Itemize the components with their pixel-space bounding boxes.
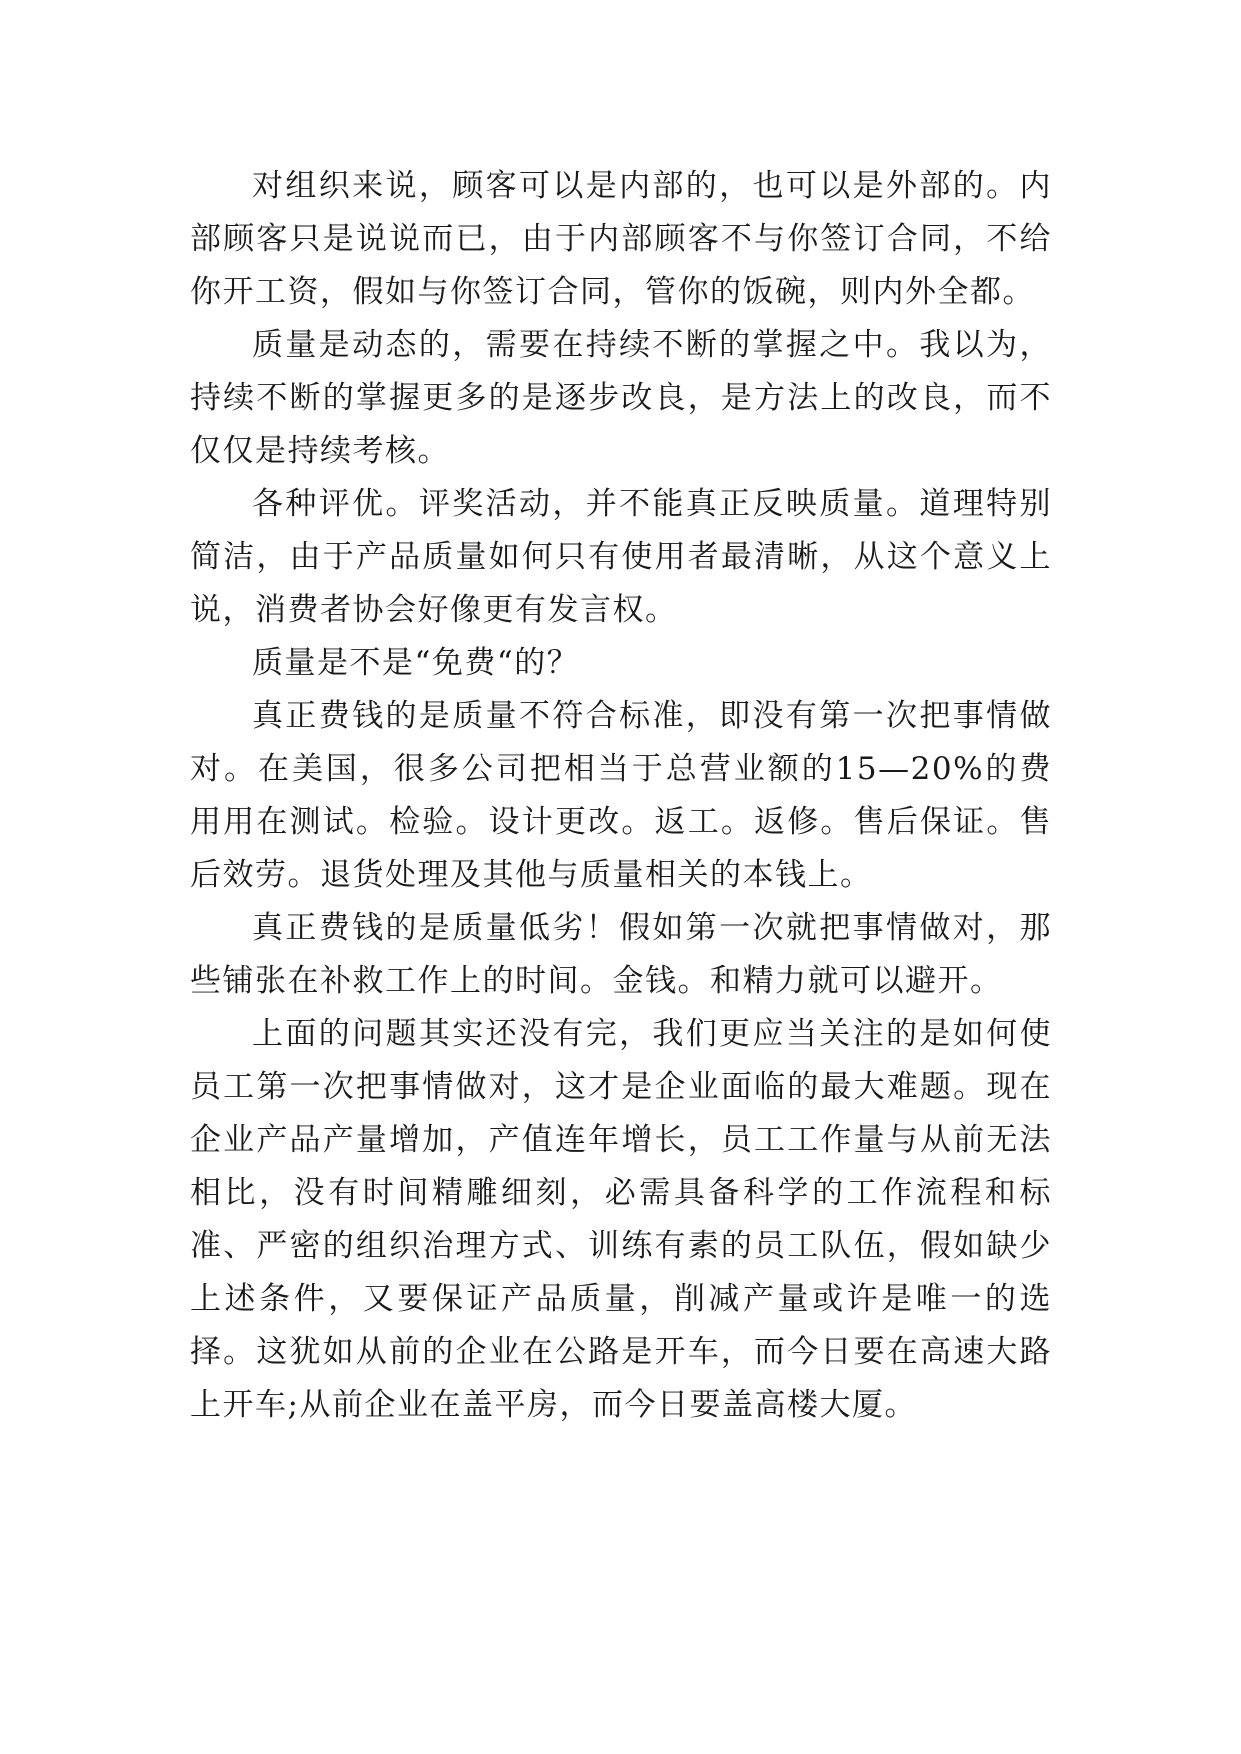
paragraph-do-it-right-first-time: 上面的问题其实还没有完，我们更应当关注的是如何使员工第一次把事情做对，这才是企业面临的最大难题。现在企业产品产量增加，产值连年增长，员工工作量与从前无法相比，没有时间精雕细刻，必需具备科学的工作流程和标准、严密的组织治理方式、训练有素的员工队伍，假如缺少上述条件，又要保证产品质量，削减产量或许是唯一的选择。这犹如从前的企业在公路是开车，而今日要在高速大路上开车;从前企业在盖平房，而今日要盖高楼大厦。	[190, 1016, 1052, 1423]
paragraph-quality-dynamic: 质量是动态的，需要在持续不断的掌握之中。我以为，持续不断的掌握更多的是逐步改良，是方法上的改良，而不仅仅是持续考核。	[190, 327, 1052, 469]
paragraph-cost-of-nonconformance: 真正费钱的是质量不符合标准，即没有第一次把事情做对。在美国，很多公司把相当于总营业额的15—20%的费用用在测试。检验。设计更改。返工。返修。售后保证。售后效劳。退货处理及其他与质量相关的本钱上。	[190, 698, 1052, 893]
paragraph-awards-evaluation: 各种评优。评奖活动，并不能真正反映质量。道理特别简洁，由于产品质量如何只有使用者最清晰，从这个意义上说，消费者协会好像更有发言权。	[190, 486, 1052, 628]
paragraph-is-quality-free: 质量是不是“免费“的？	[252, 645, 580, 681]
paragraph-internal-external-customers: 对组织来说，顾客可以是内部的，也可以是外部的。内部顾客只是说说而已，由于内部顾客不与你签订合同，不给你开工资，假如与你签订合同，管你的饭碗，则内外全都。	[190, 168, 1052, 310]
paragraph-poor-quality-cost: 真正费钱的是质量低劣！假如第一次就把事情做对，那些铺张在补救工作上的时间。金钱。和精力就可以避开。	[190, 910, 1052, 999]
document-body	[190, 160, 1052, 1432]
